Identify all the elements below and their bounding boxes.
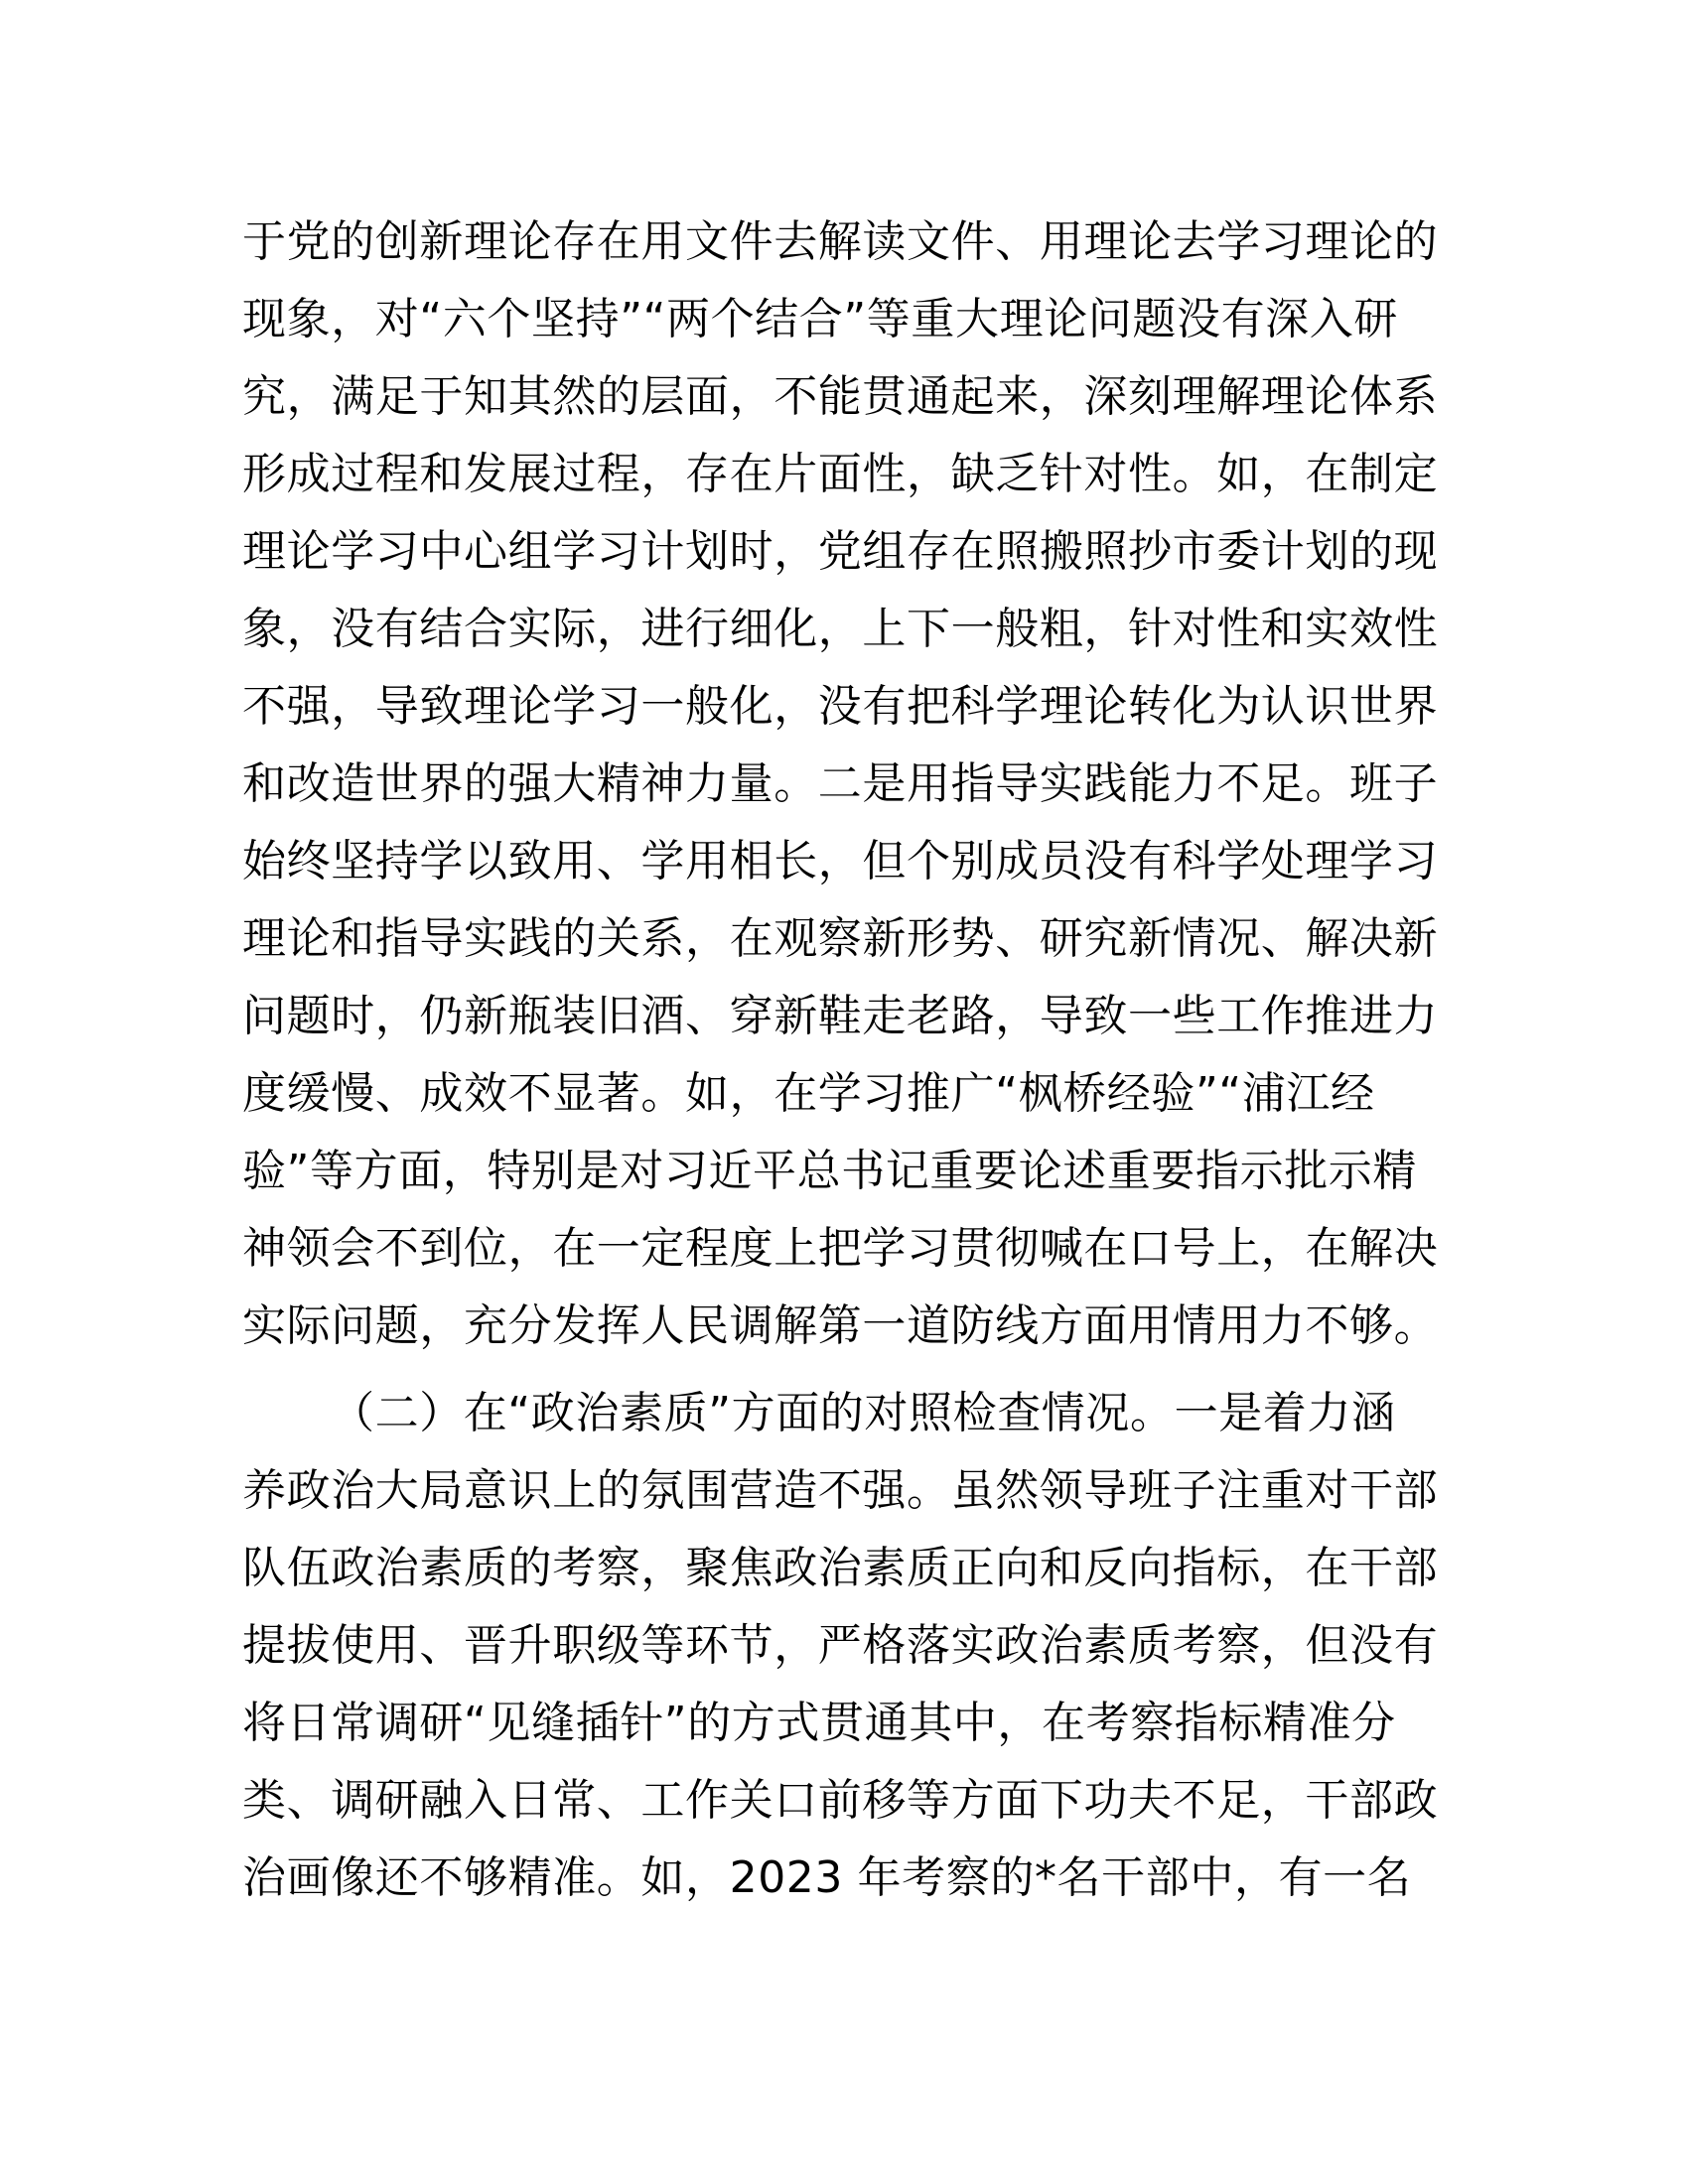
paragraph-1: [242, 204, 1446, 1365]
text-line: 不强，导致理论学习一般化，没有把科学理论转化为认识世界: [242, 681, 1439, 732]
text-line: 度缓慢、成效不显著。如，在学习推广“枫桥经验”“浦江经: [242, 1068, 1375, 1119]
text-line: 问题时，仍新瓶装旧酒、穿新鞋走老路，导致一些工作推进力: [242, 991, 1439, 1041]
text-line: 形成过程和发展过程，存在片面性，缺乏针对性。如，在制定: [242, 449, 1439, 499]
text-line: 治画像还不够精准。如，2023 年考察的*名干部中，有一名: [242, 1852, 1412, 1903]
text-line: 理论和指导实践的关系，在观察新形势、研究新情况、解决新: [242, 913, 1439, 964]
text-line: 将日常调研“见缝插针”的方式贯通其中，在考察指标精准分: [242, 1698, 1396, 1748]
text-line: 实际问题，充分发挥人民调解第一道防线方面用情用力不够。: [242, 1300, 1439, 1351]
text-line: 队伍政治素质的考察，聚焦政治素质正向和反向指标，在干部: [242, 1543, 1439, 1593]
text-line: 类、调研融入日常、工作关口前移等方面下功夫不足，干部政: [242, 1775, 1439, 1826]
text-line: 究，满足于知其然的层面，不能贯通起来，深刻理解理论体系: [242, 371, 1439, 422]
paragraph-2: [242, 1375, 1446, 1917]
text-line: 和改造世界的强大精神力量。二是用指导实践能力不足。班子: [242, 758, 1439, 809]
text-line: 验”等方面，特别是对习近平总书记重要论述重要指示批示精: [242, 1146, 1417, 1196]
text-line: 提拔使用、晋升职级等环节，严格落实政治素质考察，但没有: [242, 1620, 1439, 1671]
text-line: 于党的创新理论存在用文件去解读文件、用理论去学习理论的: [242, 216, 1439, 267]
text-line: （二）在“政治素质”方面的对照检查情况。一是着力涵: [331, 1388, 1396, 1438]
document-body: [242, 204, 1446, 1917]
text-line: 象，没有结合实际，进行细化，上下一般粗，针对性和实效性: [242, 604, 1439, 654]
text-line: 理论学习中心组学习计划时，党组存在照搬照抄市委计划的现: [242, 526, 1439, 577]
text-line: 神领会不到位，在一定程度上把学习贯彻喊在口号上，在解决: [242, 1223, 1439, 1274]
text-line: 始终坚持学以致用、学用相长，但个别成员没有科学处理学习: [242, 836, 1439, 887]
text-line: 养政治大局意识上的氛围营造不强。虽然领导班子注重对干部: [242, 1465, 1439, 1516]
text-line: 现象，对“六个坚持”“两个结合”等重大理论问题没有深入研: [242, 294, 1398, 344]
